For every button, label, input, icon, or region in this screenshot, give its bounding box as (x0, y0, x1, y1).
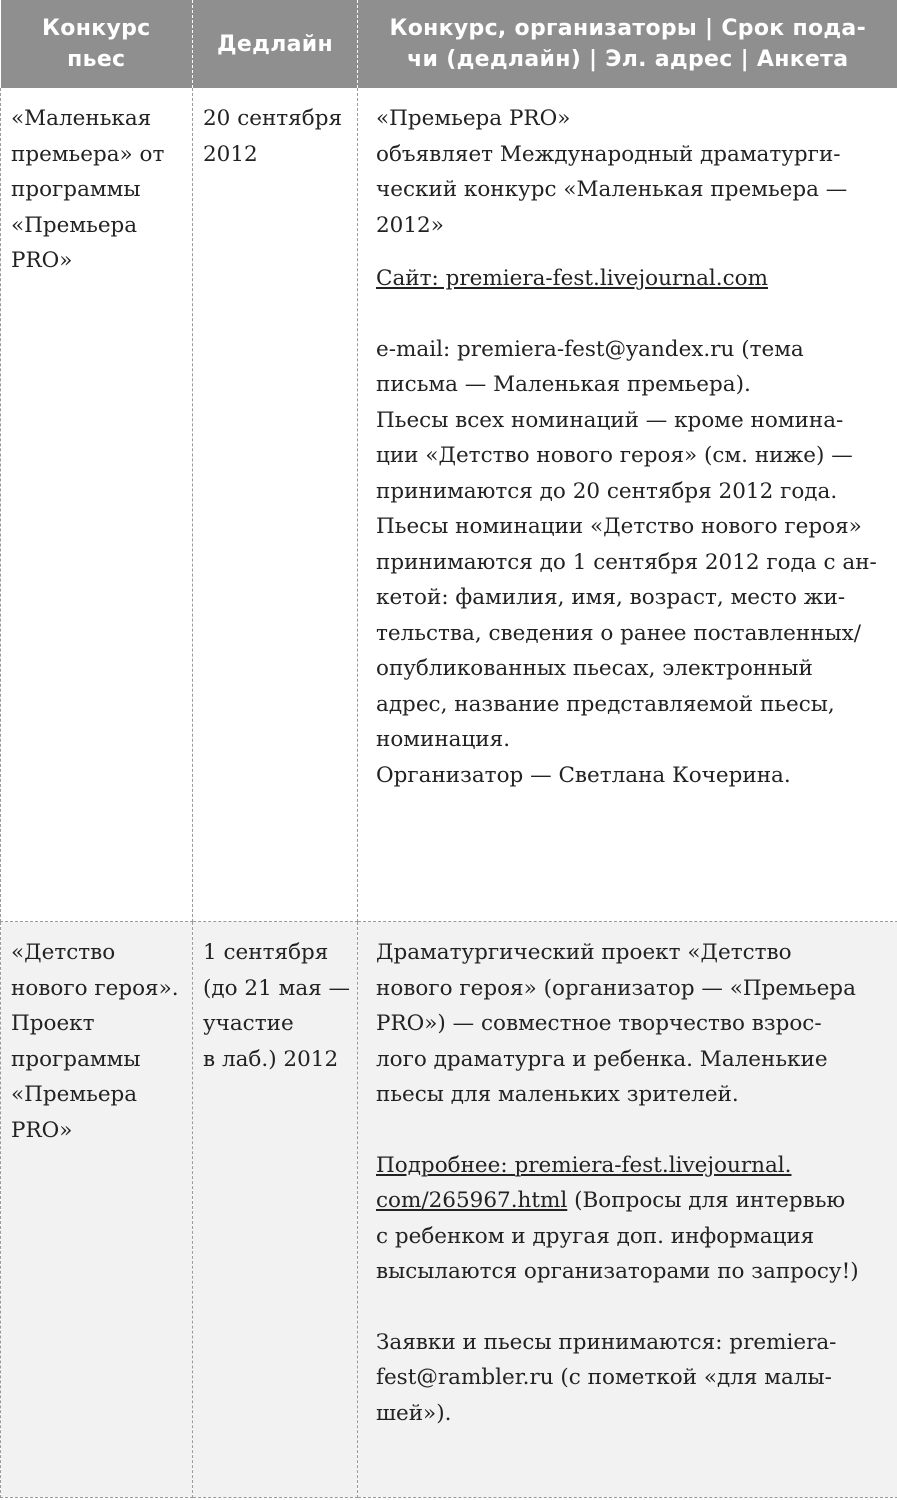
details-line: принимаются до 20 сентября 2012 года. (376, 478, 838, 504)
more-info-line: с ребенком и другая доп. информация (376, 1223, 815, 1249)
header-details-line: Конкурс, организаторы | Срок пода- (389, 16, 867, 41)
intro-line: «Премьера PRO» (376, 106, 571, 131)
details-line: ции «Детство нового героя» (см. ниже) — (376, 443, 853, 468)
more-info-line (376, 1183, 887, 1219)
applications-line: fest@rambler.ru (с пометкой «для малы- (376, 1365, 832, 1390)
header-deadline-line: Дедлайн (217, 31, 333, 57)
contest-name-line: «Маленькая (11, 106, 152, 131)
intro-line: объявляет Международный драматурги- (376, 141, 841, 167)
details-line: кетой: фамилия, имя, возраст, место жи- (376, 585, 846, 610)
deadline-line: 1 сентября (203, 940, 329, 965)
more-info-line: высылаются организаторами по запросу!) (376, 1259, 859, 1284)
contest-name-line: PRO» (11, 248, 73, 273)
deadline-cell (193, 922, 358, 1498)
details-line: тельства, сведения о ранее поставленных/ (376, 620, 862, 646)
spacer (376, 1290, 887, 1325)
header-details (358, 0, 897, 88)
table-row (1, 922, 897, 1498)
header-deadline (193, 0, 358, 88)
details-cell (358, 88, 897, 922)
intro-line: нового героя» (организатор — «Премьера (376, 975, 856, 1001)
contest-name-line: Проект (11, 1011, 95, 1036)
header-contest (1, 0, 193, 88)
intro-line: пьесы для маленьких зрителей. (376, 1082, 739, 1107)
details-line: Пьесы всех номинаций — кроме номина- (376, 407, 844, 433)
contest-name-line: «Детство (11, 940, 116, 965)
contest-name-line: программы (11, 1046, 141, 1072)
deadline-line: участие (203, 1011, 294, 1036)
contest-name-line: «Премьера (11, 1082, 138, 1107)
details-line: номинация. (376, 727, 511, 752)
header-row (1, 0, 897, 88)
applications-line: Заявки и пьесы принимаются: premiera- (376, 1329, 837, 1355)
header-details-line: чи (дедлайн) | Эл. адрес | Анкета (407, 47, 849, 72)
details-line: e-mail: premiera-fest@yandex.ru (тема (376, 336, 804, 362)
details-line: опубликованных пьесах, электронный (376, 656, 813, 681)
deadline-line: 2012 (203, 141, 258, 167)
more-info-text: (Вопросы для интервью (567, 1188, 846, 1213)
more-info-link[interactable]: com/265967.html (376, 1188, 568, 1213)
intro-line: лого драматурга и ребенка. Маленькие (376, 1046, 828, 1072)
contest-cell (1, 88, 193, 922)
contest-name-line: программы (11, 177, 141, 202)
contest-name-line: премьера» от (11, 141, 165, 167)
applications-line: шей»). (376, 1400, 452, 1426)
intro-line: Драматургический проект «Детство (376, 940, 792, 965)
more-info-link[interactable]: Подробнее: premiera-fest.livejournal. (376, 1152, 792, 1178)
intro-line: ческий конкурс «Маленькая премьера — (376, 177, 848, 202)
deadline-line: (до 21 мая — (203, 975, 351, 1001)
intro-line: PRO») — совместное творчество взрос- (376, 1011, 822, 1036)
contest-name-line: «Премьера (11, 212, 138, 238)
site-link[interactable]: Сайт: premiera-fest.livejournal.com (376, 266, 768, 291)
table-header (1, 0, 897, 88)
table-body (1, 88, 897, 1498)
spacer (376, 243, 887, 261)
deadline-line: в лаб.) 2012 (203, 1046, 339, 1072)
header-contest-line: Конкурс (42, 16, 151, 41)
details-line: адрес, название представляемой пьесы, (376, 691, 835, 717)
contest-name-line: нового героя». (11, 975, 179, 1001)
contest-cell (1, 922, 193, 1498)
deadline-cell (193, 88, 358, 922)
contest-name-line: PRO» (11, 1117, 73, 1143)
deadline-line: 20 сентября (203, 106, 343, 131)
details-cell (358, 922, 897, 1498)
spacer (376, 1113, 887, 1148)
intro-line: 2012» (376, 212, 444, 238)
details-line: принимаются до 1 сентября 2012 года с ан- (376, 549, 877, 575)
details-line: Пьесы номинации «Детство нового героя» (376, 514, 862, 539)
spacer (376, 297, 887, 332)
table-row (1, 88, 897, 922)
header-contest-line: пьес (67, 47, 126, 72)
details-line: письма — Маленькая премьера). (376, 372, 751, 397)
organizer-line: Организатор — Светлана Кочерина. (376, 762, 791, 788)
